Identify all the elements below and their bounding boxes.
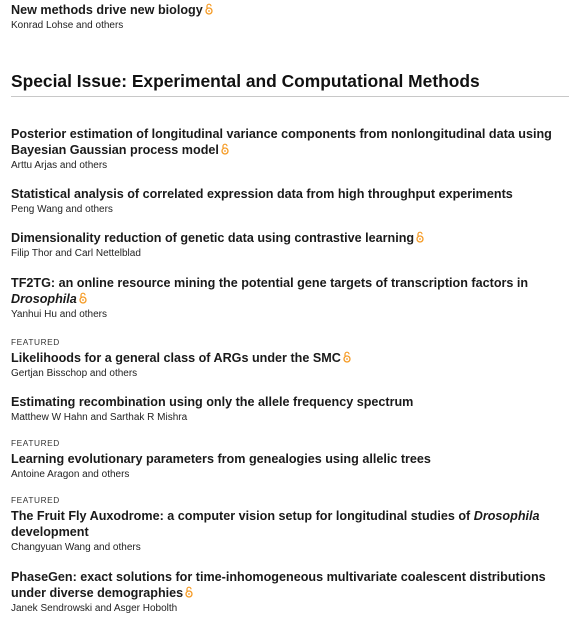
article-title-line: under diverse demographies xyxy=(11,586,184,600)
open-access-lock-icon xyxy=(416,231,424,243)
article-authors: Konrad Lohse and others xyxy=(11,20,124,31)
section-title: Special Issue: Experimental and Computational Methods xyxy=(11,71,480,91)
article-title-link[interactable] xyxy=(11,2,213,18)
list-item xyxy=(11,569,546,615)
section-header xyxy=(11,70,480,92)
list-item xyxy=(11,394,413,424)
open-access-lock-icon xyxy=(343,351,351,363)
open-access-lock-icon xyxy=(79,292,87,304)
list-item xyxy=(11,230,424,260)
article-authors: Janek Sendrowski and Asger Hobolth xyxy=(11,603,178,614)
article-title-link[interactable] xyxy=(11,350,351,366)
article-title-line: Bayesian Gaussian process model xyxy=(11,143,219,157)
article-title-line: development xyxy=(11,525,89,539)
article-title-link[interactable] xyxy=(11,275,528,307)
article-title-text: Dimensionality reduction of genetic data using contrastive learning xyxy=(11,231,415,245)
article-title-line: The Fruit Fly Auxodrome: a computer vision setup for longitudinal studies of xyxy=(11,509,471,523)
article-title-italic: Drosophila xyxy=(11,292,77,306)
article-title-link[interactable] xyxy=(11,126,552,158)
list-item xyxy=(11,186,513,216)
list-item xyxy=(11,2,213,32)
section-divider xyxy=(11,96,569,97)
article-title-link[interactable] xyxy=(11,508,540,540)
article-title-link[interactable] xyxy=(11,451,431,467)
article-authors: Matthew W Hahn and Sarthak R Mishra xyxy=(11,412,188,423)
article-authors: Antoine Aragon and others xyxy=(11,469,130,480)
article-authors: Changyuan Wang and others xyxy=(11,542,141,553)
article-authors: Peng Wang and others xyxy=(11,204,113,215)
open-access-lock-icon xyxy=(205,3,213,15)
list-item xyxy=(11,337,351,380)
list-item xyxy=(11,275,528,321)
list-item xyxy=(11,438,431,481)
open-access-lock-icon xyxy=(221,143,229,155)
article-title-line: Posterior estimation of longitudinal variance components from nonlongitudinal data using xyxy=(11,127,552,141)
article-title-text: Statistical analysis of correlated expression data from high throughput experiments xyxy=(11,187,513,201)
article-title-link[interactable] xyxy=(11,394,413,410)
article-title-link[interactable] xyxy=(11,230,424,246)
featured-label: FEATURED xyxy=(11,438,60,448)
list-item xyxy=(11,495,540,554)
article-title-line: TF2TG: an online resource mining the potential gene targets of transcription factors in xyxy=(11,276,529,290)
article-title-link[interactable] xyxy=(11,569,546,601)
article-title-line: PhaseGen: exact solutions for time-inhomogeneous multivariate coalescent distributions xyxy=(11,570,546,584)
article-title-link[interactable] xyxy=(11,186,513,202)
article-title-italic: Drosophila xyxy=(473,509,540,523)
open-access-lock-icon xyxy=(185,586,193,598)
featured-label: FEATURED xyxy=(11,495,60,505)
article-authors: Filip Thor and Carl Nettelblad xyxy=(11,248,141,259)
article-authors: Yanhui Hu and others xyxy=(11,309,107,320)
article-authors: Gertjan Bisschop and others xyxy=(11,368,138,379)
article-title-text: Estimating recombination using only the allele frequency spectrum xyxy=(11,395,414,409)
featured-label: FEATURED xyxy=(11,337,60,347)
article-title-text: New methods drive new biology xyxy=(11,3,203,17)
article-title-text: Likelihoods for a general class of ARGs under the SMC xyxy=(11,351,341,365)
article-title-text: Learning evolutionary parameters from genealogies using allelic trees xyxy=(11,452,431,466)
article-authors: Arttu Arjas and others xyxy=(11,160,108,171)
list-item xyxy=(11,126,552,172)
